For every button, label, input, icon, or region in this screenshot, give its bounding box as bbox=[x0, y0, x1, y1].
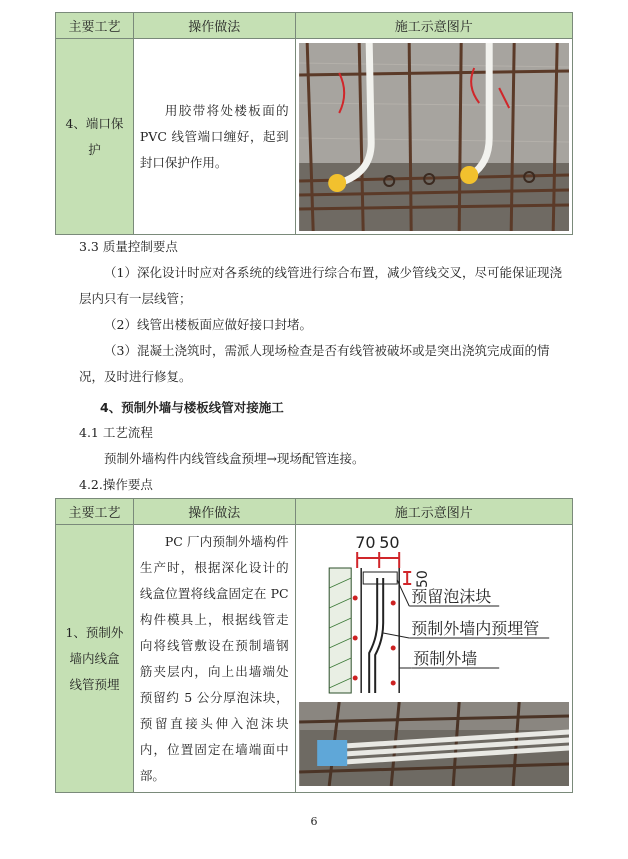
section-4-1-title: 4.1 工艺流程 bbox=[79, 425, 153, 440]
section-4-heading: 4、预制外墙与楼板线管对接施工 bbox=[100, 400, 284, 415]
header-process: 主要工艺 bbox=[56, 499, 134, 525]
dim-70: 70 bbox=[354, 533, 376, 552]
quality-item-1: （1）深化设计时应对各系统的线管进行综合布置，减少管线交叉，尽可能保证现浇层内只有一层线管； bbox=[79, 265, 562, 306]
process-flow: 预制外墙构件内线管线盒预埋→现场配管连接。 bbox=[104, 451, 365, 466]
header-process: 主要工艺 bbox=[56, 13, 134, 39]
quality-item-2: （2）线管出楼板面应做好接口封堵。 bbox=[104, 317, 312, 332]
process-name: 1、预制外墙内线盒线管预埋 bbox=[56, 525, 134, 793]
label-embedded-pipe: 预制外墙内预埋管 bbox=[410, 619, 539, 638]
dim-50-top: 50 bbox=[378, 533, 400, 552]
process-table-1 bbox=[55, 12, 573, 235]
label-foam-block: 预留泡沫块 bbox=[410, 587, 491, 606]
precast-wall-photo bbox=[299, 702, 569, 786]
photo-cell bbox=[295, 39, 572, 235]
rebar-conduit-photo bbox=[299, 43, 569, 231]
header-method: 操作做法 bbox=[133, 13, 295, 39]
process-table-2 bbox=[55, 498, 573, 793]
section-3-3-title: 3.3 质量控制要点 bbox=[79, 239, 178, 254]
process-method: 用胶带将处楼板面的 PVC 线管端口缠好，起到封口保护作用。 bbox=[133, 39, 295, 235]
header-image: 施工示意图片 bbox=[295, 13, 572, 39]
label-precast-wall: 预制外墙 bbox=[412, 649, 477, 668]
page-number: 6 bbox=[310, 815, 318, 828]
process-method: PC 厂内预制外墙构件生产时，根据深化设计的线盒位置将线盒固定在 PC 构件模具上，根据线管走向将线管敷设在预制墙钢筋夹层内，向上出墙端处预留约 5 公分厚泡沫块，预留直接头伸入泡沫块内，位置固定在墙端面中部。 bbox=[133, 525, 295, 793]
section-4-2-title: 4.2.操作要点 bbox=[79, 477, 153, 492]
precast-wall-diagram bbox=[299, 528, 569, 698]
header-method: 操作做法 bbox=[133, 499, 295, 525]
header-image: 施工示意图片 bbox=[295, 499, 572, 525]
diagram-cell bbox=[295, 525, 572, 793]
dim-50-side: 50 bbox=[414, 570, 431, 588]
quality-item-3: （3）混凝土浇筑时，需派人现场检查是否有线管被破坏或是突出浇筑完成面的情况，及时进行修复。 bbox=[79, 343, 550, 384]
process-name: 4、端口保护 bbox=[56, 39, 134, 235]
